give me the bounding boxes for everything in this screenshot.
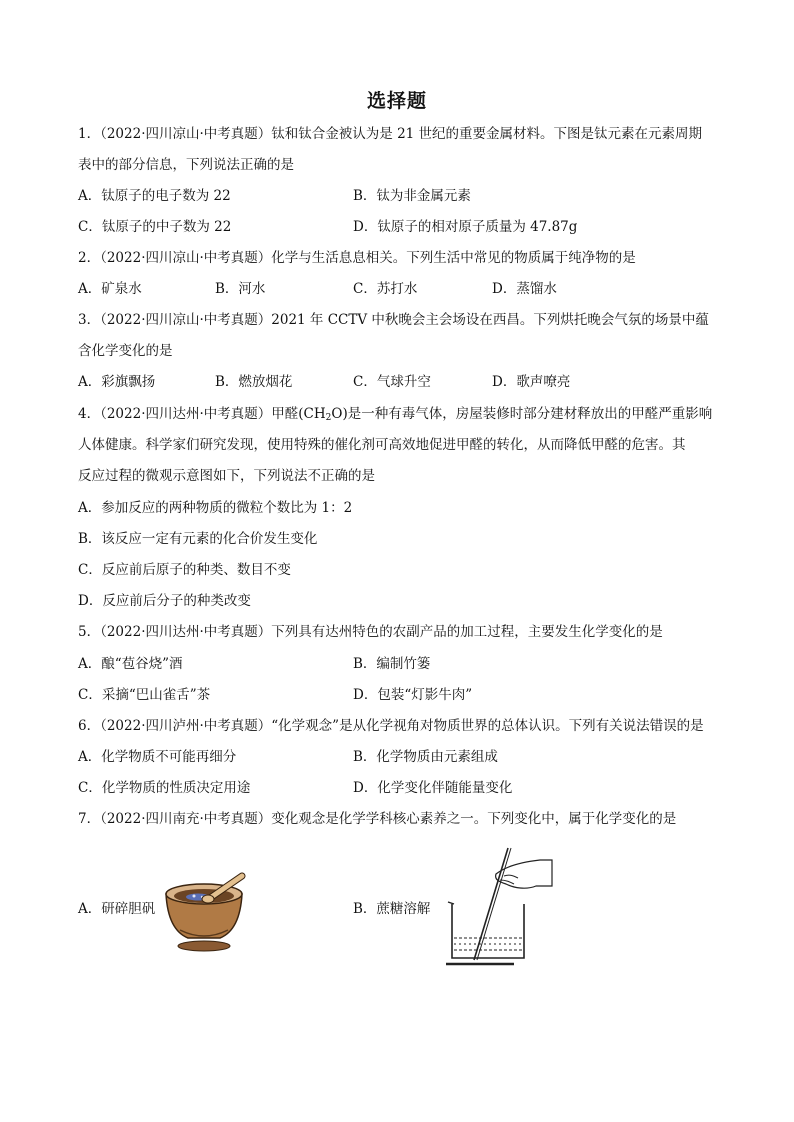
q7-option-b: B．蔗糖溶解 — [353, 901, 431, 917]
q3-option-b: B．燃放烟花 — [215, 374, 293, 390]
mortar-pestle-image — [158, 872, 250, 952]
page-title: 选择题 — [366, 90, 427, 112]
q1-stem-line1: 1．（2022·四川凉山·中考真题）钛和钛合金被认为是 21 世纪的重要金属材料。下图是钛元素在元素周期 — [78, 126, 703, 142]
q4-stem-line3: 反应过程的微观示意图如下，下列说法不正确的是 — [78, 468, 375, 484]
q2-option-b: B．河水 — [215, 281, 266, 297]
q4-stem-line1 — [78, 404, 712, 428]
q5-stem-line1: 5．（2022·四川达州·中考真题）下列具有达州特色的农副产品的加工过程，主要发生化学变化的是 — [78, 624, 663, 640]
q5-option-d: D．包装“灯影牛肉” — [353, 687, 473, 703]
q6-option-b: B．化学物质由元素组成 — [353, 749, 498, 765]
q1-stem-line2: 表中的部分信息，下列说法正确的是 — [78, 157, 294, 173]
q4-option-c: C．反应前后原子的种类、数目不变 — [78, 562, 291, 578]
q7-stem-line1: 7．（2022·四川南充·中考真题）变化观念是化学学科核心素养之一。下列变化中，属于化学变化的是 — [78, 811, 677, 827]
q4-option-a: A．参加反应的两种物质的微粒个数比为 1：2 — [78, 500, 353, 516]
q1-option-a: A．钛原子的电子数为 22 — [78, 188, 231, 204]
q6-option-c: C．化学物质的性质决定用途 — [78, 780, 251, 796]
q4-option-d: D．反应前后分子的种类改变 — [78, 593, 251, 609]
q3-option-d: D．歌声嘹亮 — [492, 374, 571, 390]
q5-option-c: C．采摘“巴山雀舌”茶 — [78, 687, 211, 703]
q3-option-c: C．气球升空 — [353, 374, 431, 390]
q1-option-d: D．钛原子的相对原子质量为 47.87g — [353, 219, 578, 235]
q1-option-b: B．钛为非金属元素 — [353, 188, 471, 204]
q4-stem-subscript: 2 — [325, 413, 332, 423]
q3-option-a: A．彩旗飘扬 — [78, 374, 156, 390]
beaker-stirring-image — [444, 846, 554, 968]
q7-option-a: A．研碎胆矾 — [78, 901, 156, 917]
q3-stem-line1: 3．（2022·四川凉山·中考真题）2021 年 CCTV 中秋晚会主会场设在西昌。下列烘托晚会气氛的场景中蕴 — [78, 312, 709, 328]
q3-stem-line2: 含化学变化的是 — [78, 343, 173, 359]
q6-option-d: D．化学变化伴随能量变化 — [353, 780, 513, 796]
q2-option-d: D．蒸馏水 — [492, 281, 557, 297]
q6-option-a: A．化学物质不可能再细分 — [78, 749, 237, 765]
q2-option-a: A．矿泉水 — [78, 281, 142, 297]
q5-option-a: A．酿“苞谷烧”酒 — [78, 656, 183, 672]
q4-stem-pre: 4．（2022·四川达州·中考真题）甲醛(CH — [78, 406, 326, 422]
q6-stem-line1: 6．（2022·四川泸州·中考真题）“化学观念”是从化学视角对物质世界的总体认识。下列有关说法错误的是 — [78, 718, 704, 734]
q1-option-c: C．钛原子的中子数为 22 — [78, 219, 232, 235]
q4-stem-mid: O)是一种有毒气体，房屋装修时部分建材释放出的甲醛严重影响 — [331, 406, 713, 422]
q4-stem-line2: 人体健康。科学家们研究发现，使用特殊的催化剂可高效地促进甲醛的转化，从而降低甲醛的危害。其 — [78, 437, 686, 453]
q2-stem-line1: 2．（2022·四川凉山·中考真题）化学与生活息息相关。下列生活中常见的物质属于纯净物的是 — [78, 250, 636, 266]
q4-option-b: B．该反应一定有元素的化合价发生变化 — [78, 531, 318, 547]
q2-option-c: C．苏打水 — [353, 281, 418, 297]
q5-option-b: B．编制竹篓 — [353, 656, 431, 672]
